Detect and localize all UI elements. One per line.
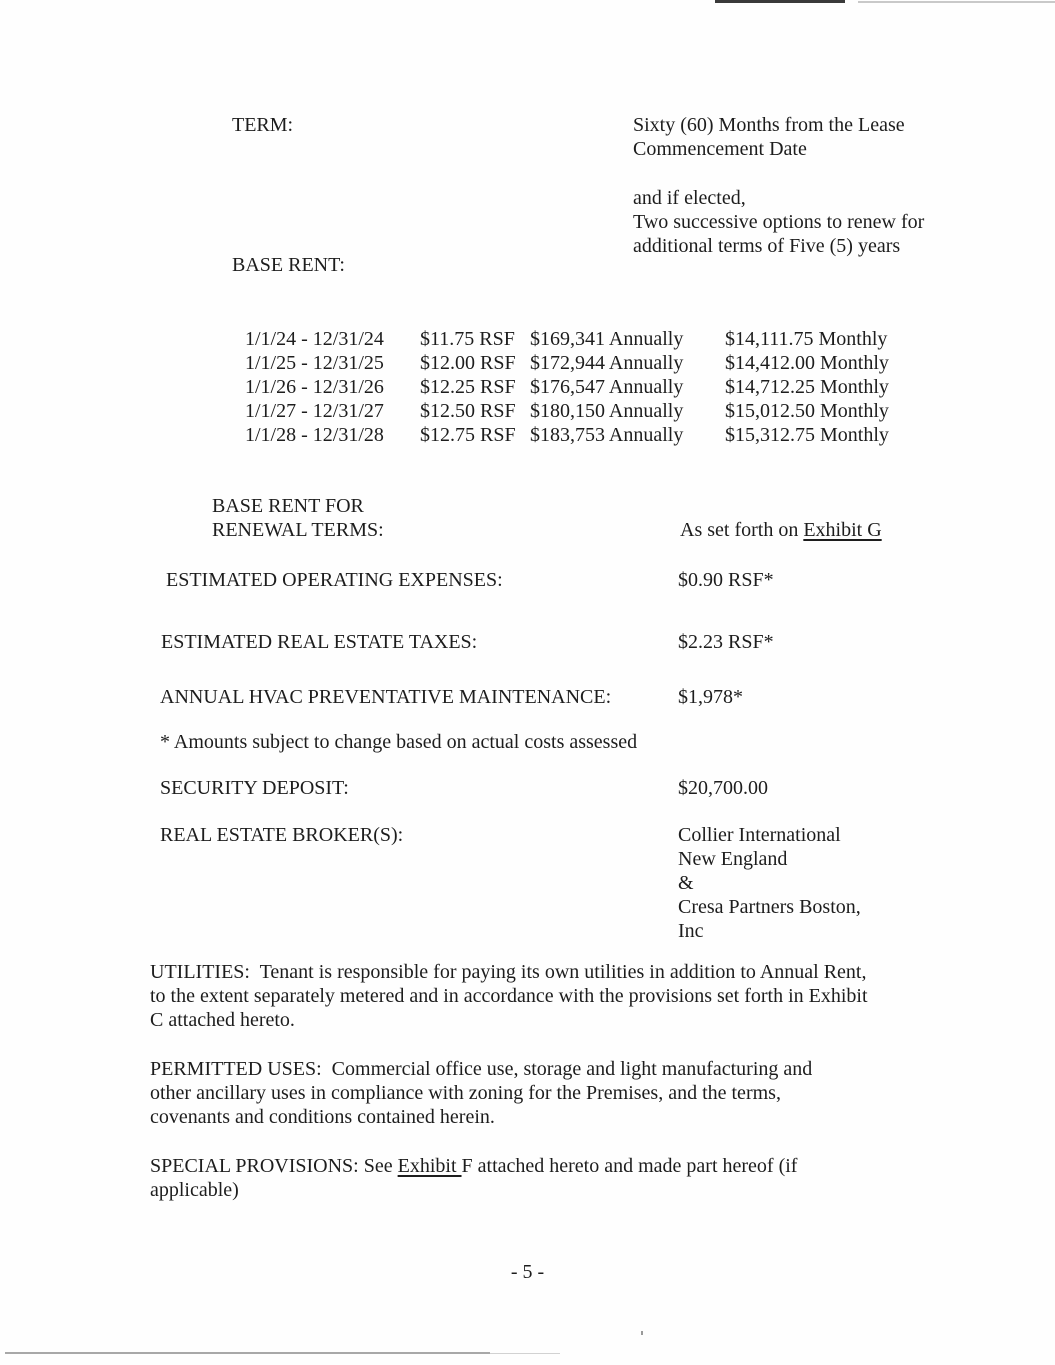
term-option-line: and if elected, [633,187,746,209]
renewal-rent-label [212,494,384,542]
term-value [633,113,905,161]
rent-period: 1/1/27 - 12/31/27 [245,400,384,422]
scan-artifact-bottom-line [5,1352,490,1354]
broker-label: REAL ESTATE BROKER(S): [160,824,404,846]
broker-value-line: & [678,872,694,894]
term-renewal-option [633,186,924,258]
operating-expenses-value: $0.90 RSF* [678,569,774,591]
renewal-rent-label-line: BASE RENT FOR [212,495,364,517]
rent-period: 1/1/25 - 12/31/25 [245,352,384,374]
real-estate-taxes-label: ESTIMATED REAL ESTATE TAXES: [161,631,478,653]
permitted-uses-line: other ancillary uses in compliance with zoning for the Premises, and the terms, [150,1082,781,1104]
rent-rate: $11.75 RSF [420,328,515,350]
rent-rate: $12.25 RSF [420,376,516,398]
special-provisions-paragraph [150,1154,797,1202]
special-provisions-line1 [150,1154,797,1178]
rent-annual: $172,944 Annually [530,352,684,374]
base-rent-label: BASE RENT: [232,254,345,276]
scan-artifact-top-dark-line [715,0,845,3]
exhibit-f-reference: Exhibit [397,1155,462,1177]
rent-period: 1/1/28 - 12/31/28 [245,424,384,446]
hvac-maintenance-label: ANNUAL HVAC PREVENTATIVE MAINTENANCE: [160,686,612,708]
term-option-line: additional terms of Five (5) years [633,235,901,257]
rent-period: 1/1/26 - 12/31/26 [245,376,384,398]
rent-schedule-row [245,423,889,447]
broker-value-line: Collier International [678,824,841,846]
rent-schedule-row [245,327,889,351]
permitted-uses-paragraph [150,1057,812,1129]
security-deposit-value: $20,700.00 [678,777,768,799]
rent-rate: $12.00 RSF [420,352,516,374]
renewal-rent-label-line: RENEWAL TERMS: [212,519,384,541]
real-estate-taxes-value: $2.23 RSF* [678,631,774,653]
operating-expenses-label: ESTIMATED OPERATING EXPENSES: [166,569,503,591]
term-value-line: Sixty (60) Months from the Lease [633,114,905,136]
special-provisions-prefix: SPECIAL PROVISIONS: See [150,1155,398,1177]
rent-annual: $169,341 Annually [530,328,684,350]
utilities-line: to the extent separately metered and in accordance with the provisions set forth in Exhibit [150,985,868,1007]
term-value-line: Commencement Date [633,138,807,160]
scan-artifact-speck [641,1331,643,1335]
scan-artifact-bottom-line-tail [490,1353,560,1354]
rent-monthly: $15,012.50 Monthly [725,400,889,422]
utilities-line: C attached hereto. [150,1009,295,1031]
rent-annual: $176,547 Annually [530,376,684,398]
utilities-line: UTILITIES: Tenant is responsible for paying its own utilities in addition to Annual Rent, [150,961,867,983]
term-option-line: Two successive options to renew for [633,211,925,233]
permitted-uses-line: PERMITTED USES: Commercial office use, storage and light manufacturing and [150,1058,813,1080]
exhibit-g-reference: Exhibit G [803,519,882,541]
rent-monthly: $14,412.00 Monthly [725,352,889,374]
rent-schedule-row [245,351,889,375]
page-number: - 5 - [510,1261,545,1283]
rent-rate: $12.75 RSF [420,424,516,446]
rent-schedule-row [245,399,889,423]
special-provisions-line2: applicable) [150,1179,239,1201]
security-deposit-label: SECURITY DEPOSIT: [160,777,349,799]
costs-footnote: * Amounts subject to change based on actual costs assessed [160,731,638,753]
base-rent-schedule [245,327,889,447]
rent-monthly: $14,712.25 Monthly [725,376,889,398]
broker-value-line: New England [678,848,788,870]
rent-monthly: $15,312.75 Monthly [725,424,889,446]
rent-monthly: $14,111.75 Monthly [725,328,888,350]
rent-schedule-row [245,375,889,399]
term-label: TERM: [232,114,294,136]
renewal-rent-value-prefix: As set forth on [680,519,804,541]
hvac-maintenance-value: $1,978* [678,686,743,708]
rent-annual: $183,753 Annually [530,424,684,446]
broker-value-line: Inc [678,920,704,942]
rent-annual: $180,150 Annually [530,400,684,422]
permitted-uses-line: covenants and conditions contained herein. [150,1106,495,1128]
rent-rate: $12.50 RSF [420,400,516,422]
broker-value [678,823,861,943]
broker-value-line: Cresa Partners Boston, [678,896,861,918]
renewal-rent-value [680,518,882,542]
utilities-paragraph [150,960,868,1032]
special-provisions-suffix: F attached hereto and made part hereof (if [461,1155,798,1177]
rent-period: 1/1/24 - 12/31/24 [245,328,384,350]
scan-artifact-top-light-line [858,1,1055,3]
